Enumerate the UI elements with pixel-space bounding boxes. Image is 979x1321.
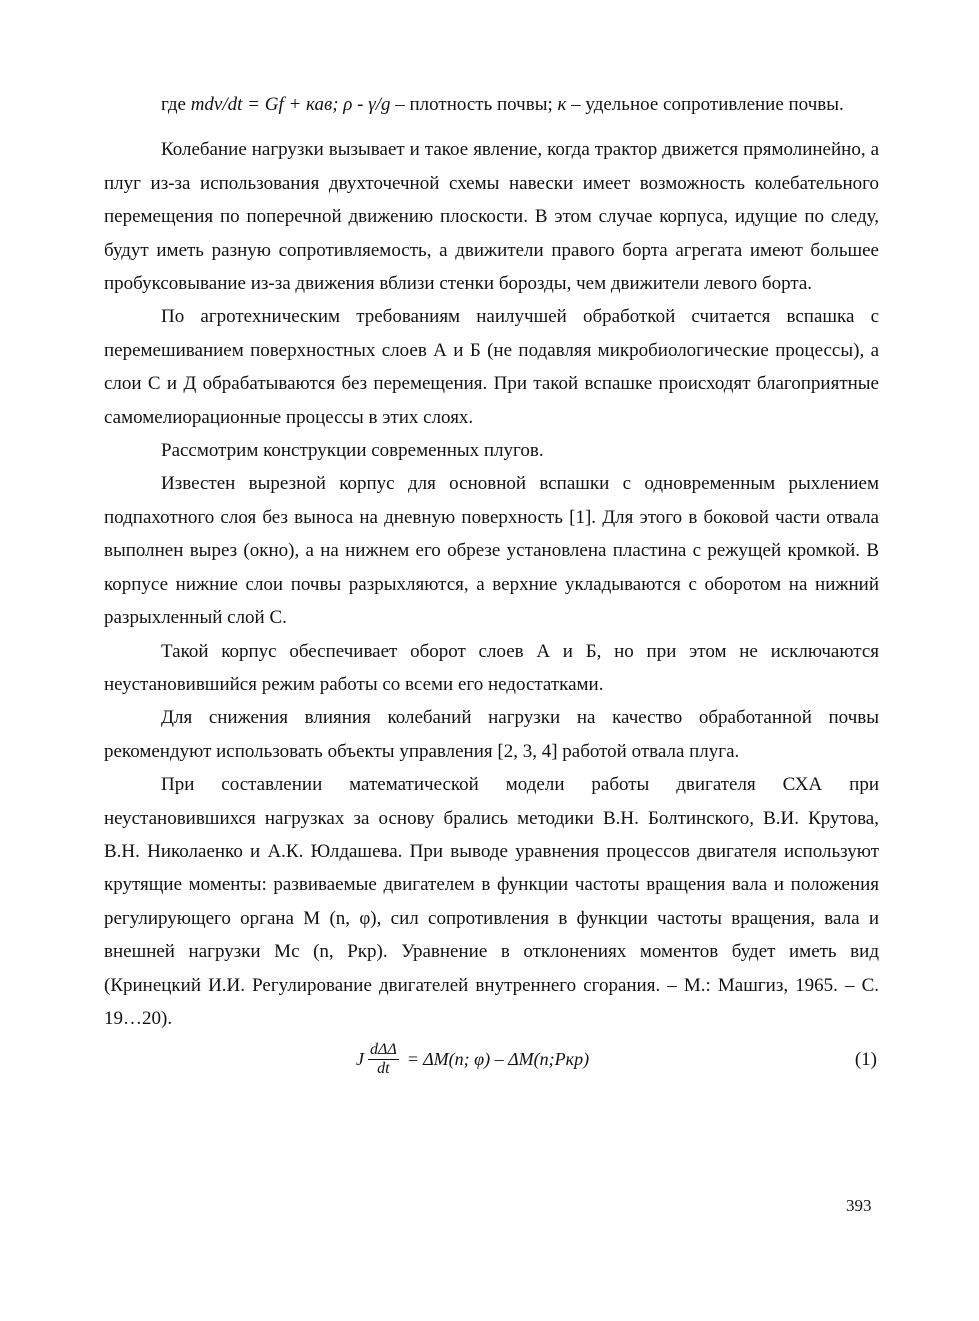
intro-density-text: – плотность почвы; — [390, 94, 558, 115]
equation-right-side: = ΔM(n; φ) – ΔM(n;Pкр) — [406, 1049, 590, 1070]
equation-inertia-symbol: J — [356, 1049, 364, 1070]
page-number: 393 — [846, 1196, 872, 1215]
resistance-symbol: к — [557, 94, 567, 115]
paragraph-body-turnover: Такой корпус обеспечивает оборот слоев А и Б, но при этом не исключаются неустановившийся режим работы со всеми его недостатками. — [104, 640, 879, 695]
paragraph-plough-designs: Рассмотрим конструкции современных плугов. — [161, 440, 544, 462]
paragraph-math-model: При составлении математической модели работы двигателя СХА при неустановившихся нагрузках за основу брались методики В.Н. Болтинского, В.И. Крутова, В.Н. Николаенко и А.К. Юлдашева. При выводе уравнения процессов двигателя используют крутящие моменты: развиваемые двигателем в функции частоты вращения вала и положения регулирующего органа М (n, φ), сил сопротивления в функции частоты вращения, вала и внешней нагрузки Мс (n, Ркр). Уравнение в отклонениях моментов будет иметь вид (Кринецкий И.И. Регулирование двигателей внутреннего сгорания. – М.: Машгиз, 1965. – С. 19…20). — [104, 774, 879, 1029]
equation-numerator: dΔΔ — [370, 1041, 397, 1059]
paragraph-cutout-body: Известен вырезной корпус для основной вспашки с одновременным рыхлением подпахотного слоя без выноса на дневную поверхность [1]. Для этого в боковой части отвала выполнен вырез (окно), а на нижнем его обрезе установлена пластина с режущей кромкой. В корпусе нижние слои почвы разрыхляются, а верхние укладываются с оборотом на нижний разрыхленный слой С. — [104, 473, 879, 629]
equation-denominator: dt — [377, 1060, 390, 1078]
intro-where-text: где — [161, 94, 191, 115]
equation-fraction — [368, 1041, 399, 1078]
density-formula: mdv/dt = Gf + кав; ρ - γ/g — [190, 94, 391, 115]
equation-number: (1) — [854, 1049, 877, 1071]
intro-paragraph — [104, 88, 879, 121]
equation — [356, 1041, 589, 1078]
equation-block — [104, 1035, 879, 1095]
intro-resistance-text: – удельное сопротивление почвы. — [566, 94, 844, 115]
paragraph-load-oscillation: Колебание нагрузки вызывает и такое явление, когда трактор движется прямолинейно, а плуг из-за использования двухточечной схемы навески имеет возможность колебательного перемещения по поперечной движению плоскости. В этом случае корпуса, идущие по следу, будут иметь разную сопротивляемость, а движители правого борта агрегата имеют большее пробуксовывание из-за движения вблизи стенки борозды, чем движители левого борта. — [104, 139, 879, 295]
paragraph-agrotechnical: По агротехническим требованиям наилучшей обработкой считается вспашка с перемешиванием поверхностных слоев А и Б (не подавляя микробиологические процессы), а слои С и Д обрабатываются без перемещения. При такой вспашке происходят благоприятные самомелиорационные процессы в этих слоях. — [104, 306, 879, 428]
document-page — [104, 88, 879, 1095]
paragraph-control-objects: Для снижения влияния колебаний нагрузки на качество обработанной почвы рекомендуют использовать объекты управления [2, 3, 4] работой отвала плуга. — [104, 707, 879, 762]
